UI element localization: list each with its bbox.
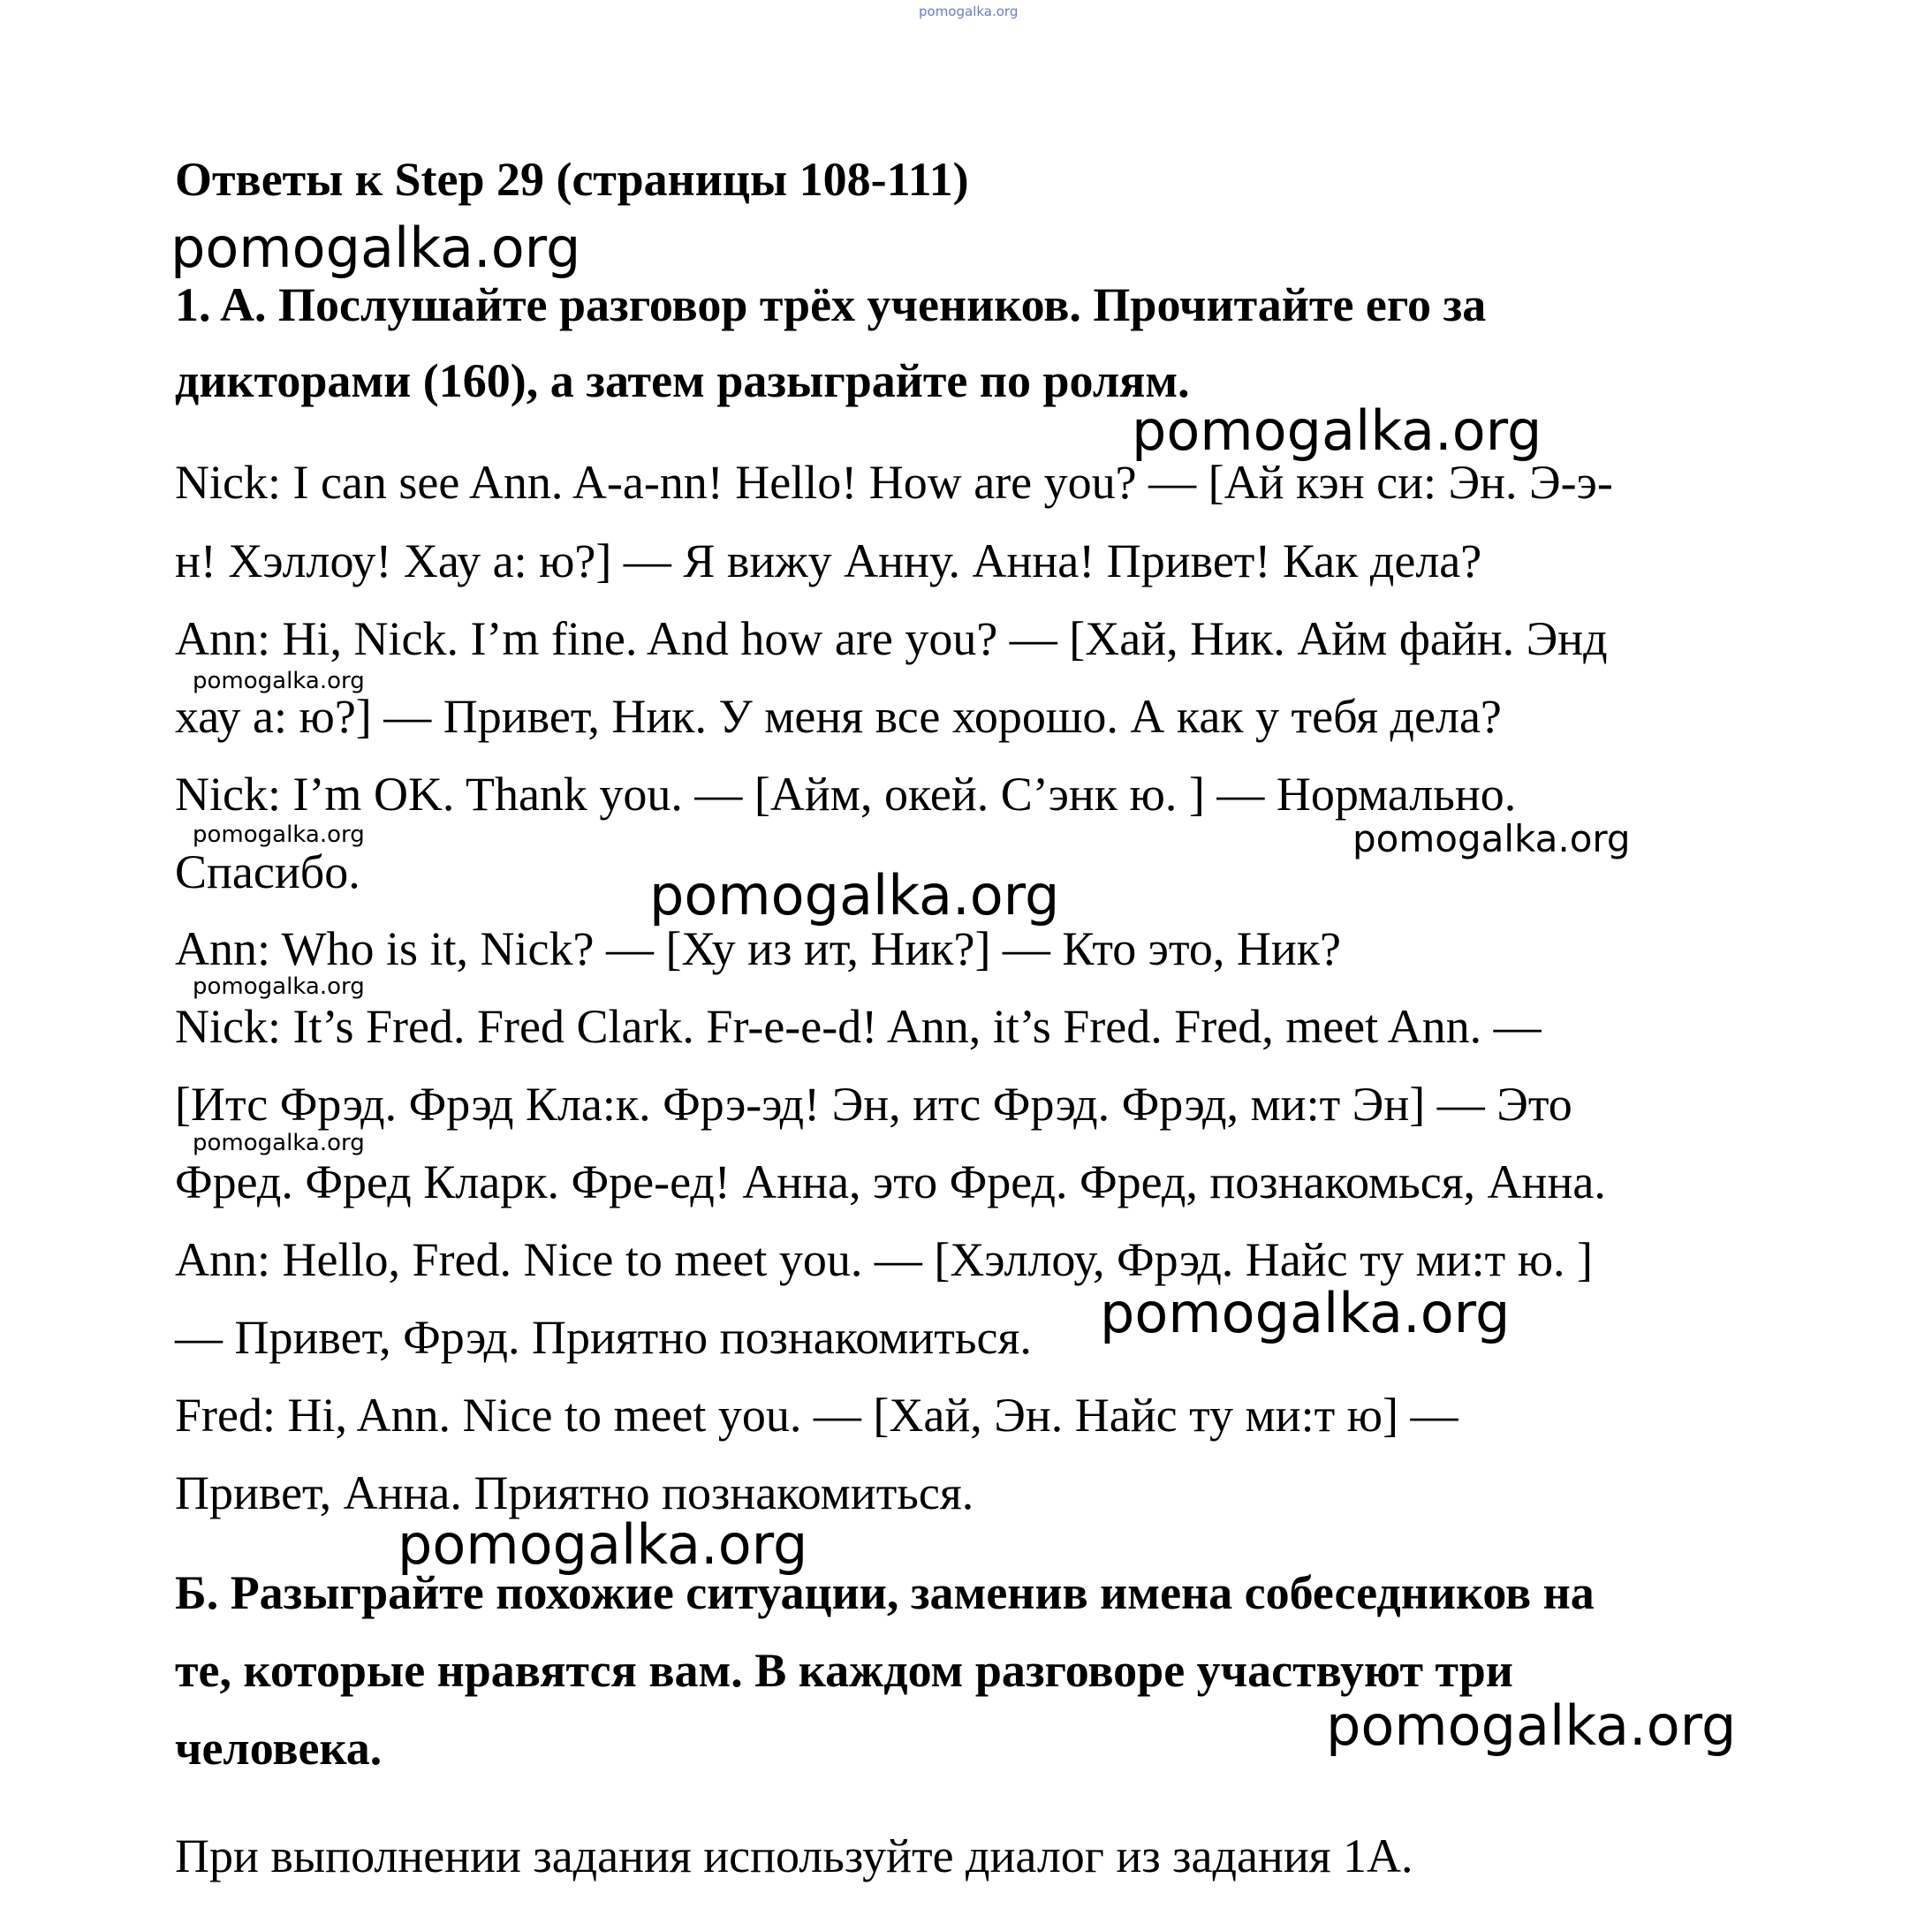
dialog-line: Nick: I’m OK. Thank you. — [Айм, окей. С’энк ю. ] — Нормально. bbox=[175, 768, 1517, 821]
dialog-line: — Привет, Фрэд. Приятно познакомиться. bbox=[175, 1311, 1032, 1364]
dialog-line: Fred: Hi, Ann. Nice to meet you. — [Хай, Эн. Найс ту ми:т ю] — bbox=[175, 1389, 1458, 1442]
dialog-line: [Итс Фрэд. Фрэд Кла:к. Фрэ-эд! Эн, итс Фрэд. Фрэд, ми:т Эн] — Это bbox=[175, 1078, 1572, 1131]
watermark: pomogalka.org bbox=[193, 973, 365, 1000]
dialog-line: н! Хэллоу! Хау а: ю?] — Я вижу Анну. Анна! Привет! Как дела? bbox=[175, 534, 1482, 587]
dialog-line: хау а: ю?] — Привет, Ник. У меня все хорошо. А как у тебя дела? bbox=[175, 690, 1502, 743]
watermark: pomogalka.org bbox=[649, 863, 1060, 928]
dialog-line: Nick: It’s Fred. Fred Clark. Fr-e-e-d! Ann, it’s Fred. Fred, meet Ann. — bbox=[175, 1000, 1542, 1053]
answer-text: При выполнении задания используйте диалог из задания 1А. bbox=[175, 1829, 1413, 1882]
watermark: pomogalka.org bbox=[193, 1130, 365, 1156]
task-1b-line-3: человека. bbox=[175, 1722, 383, 1775]
task-1b-line-1: Б. Разыграйте похожие ситуации, заменив имена собеседников на bbox=[175, 1566, 1595, 1619]
watermark: pomogalka.org bbox=[1352, 817, 1631, 860]
watermark: pomogalka.org bbox=[398, 1512, 808, 1577]
watermark: pomogalka.org bbox=[1132, 398, 1542, 463]
watermark: pomogalka.org bbox=[170, 216, 581, 280]
dialog-line: Фред. Фред Кларк. Фре-ед! Анна, это Фред. Фред, познакомься, Анна. bbox=[175, 1155, 1606, 1208]
watermark: pomogalka.org bbox=[1100, 1281, 1511, 1345]
dialog-line: Привет, Анна. Приятно познакомиться. bbox=[175, 1466, 974, 1519]
dialog-line: Ann: Who is it, Nick? — [Ху из ит, Ник?] — Кто это, Ник? bbox=[175, 922, 1341, 975]
dialog-line: Ann: Hello, Fred. Nice to meet you. — [Хэллоу, Фрэд. Найс ту ми:т ю. ] bbox=[175, 1233, 1594, 1286]
task-1a-line-2: дикторами (160), а затем разыграйте по ролям. bbox=[175, 354, 1190, 407]
dialog-line: Ann: Hi, Nick. I’m fine. And how are you? — [Хай, Ник. Айм файн. Энд bbox=[175, 612, 1608, 665]
dialog-line: Nick: I can see Ann. A-a-nn! Hello! How are you? — [Ай кэн си: Эн. Э-э- bbox=[175, 456, 1613, 509]
task-1b-line-2: те, которые нравятся вам. В каждом разговоре участвуют три bbox=[175, 1644, 1513, 1697]
dialog-line: Спасибо. bbox=[175, 845, 360, 898]
page-title: Ответы к Step 29 (страницы 108-111) bbox=[175, 153, 969, 206]
task-1a-line-1: 1. A. Послушайте разговор трёх учеников. Прочитайте его за bbox=[175, 278, 1487, 331]
watermark: pomogalka.org bbox=[1326, 1693, 1737, 1758]
watermark: pomogalka.org bbox=[193, 822, 365, 848]
watermark: pomogalka.org bbox=[193, 668, 365, 694]
top-watermark: pomogalka.org bbox=[919, 4, 1019, 19]
